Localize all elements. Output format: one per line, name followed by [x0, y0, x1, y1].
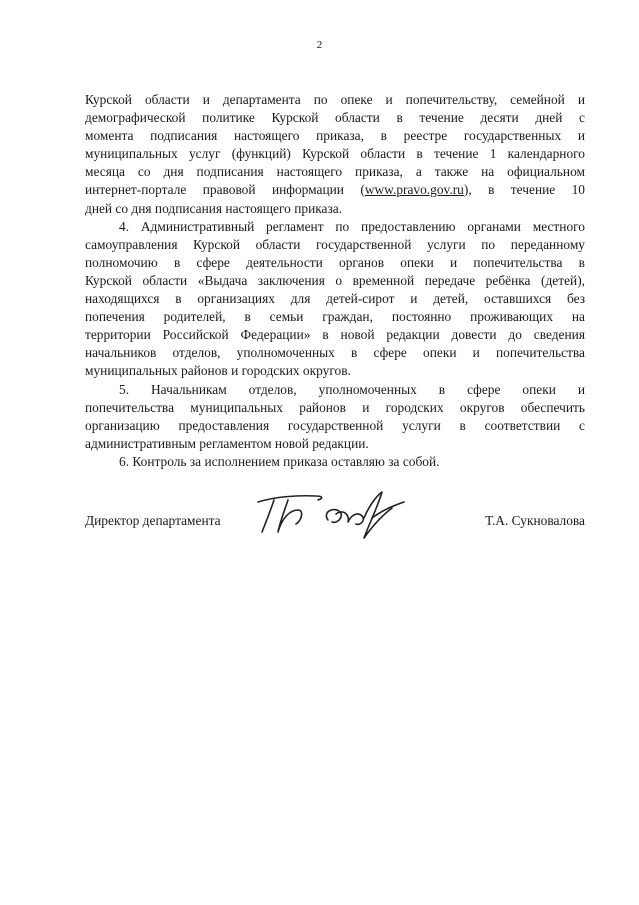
handwritten-signature — [252, 488, 412, 544]
text-line: Курской области «Выдача заключения о временной передаче ребёнка (детей), — [85, 272, 585, 288]
text-line: демографической политике Курской области в течение десяти дней с — [85, 110, 585, 126]
link-line-after: ), в течение 10 — [463, 182, 586, 198]
text-line-with-link — [85, 181, 585, 199]
text-line: 6. Контроль за исполнением приказа оставляю за собой. — [119, 453, 440, 469]
text-line: момента подписания настоящего приказа, в реестре государственных и — [85, 128, 585, 144]
text-line: начальников отделов, уполномоченных в сфере опеки и попечительства — [85, 345, 585, 361]
paragraph-item-4 — [85, 218, 585, 381]
signatory-name: Т.А. Сукновалова — [485, 513, 585, 528]
text-line: 4. Административный регламент по предоставлению органами местного — [119, 218, 585, 234]
link-line-before: интернет-портале правовой информации ( — [85, 182, 365, 198]
text-line: территории Российской Федерации» в новой редакции довести до сведения — [85, 327, 585, 343]
paragraph-item-5 — [85, 381, 585, 453]
paragraph-continuation — [85, 91, 585, 218]
text-line: попечения родителей, в семьи граждан, постоянно проживающих на — [85, 309, 585, 325]
text-line: Курской области и департамента по опеке и попечительству, семейной и — [85, 92, 585, 107]
document-body — [85, 91, 585, 471]
signatory-role: Директор департамента — [85, 513, 221, 528]
text-line: муниципальных услуг (функций) Курской области в течение 1 календарного — [85, 146, 585, 162]
text-line: находящихся в организациях для детей-сирот и детей, оставшихся без — [85, 291, 585, 307]
text-line: попечительства муниципальных районов и городских округов обеспечить — [85, 399, 585, 415]
text-line: муниципальных районов и городских округов. — [85, 363, 351, 379]
paragraph-item-6 — [85, 453, 585, 471]
text-line: самоуправления Курской области государственной услуги по переданному — [85, 236, 585, 252]
text-line: полномочию в сфере деятельности органов опеки и попечительства в — [85, 254, 585, 270]
text-line: дней со дня подписания настоящего приказа. — [85, 200, 343, 216]
text-line: административным регламентом новой редакции. — [85, 435, 369, 451]
page-number: 2 — [316, 39, 323, 51]
text-line: организацию предоставления государственной услуги в соответствии с — [85, 417, 585, 433]
text-line: 5. Начальникам отделов, уполномоченных в сфере опеки и — [119, 381, 585, 397]
pravo-gov-link[interactable]: www.pravo.gov.ru — [364, 182, 464, 198]
text-line: месяца со дня подписания настоящего приказа, а также на официальном — [85, 164, 585, 180]
